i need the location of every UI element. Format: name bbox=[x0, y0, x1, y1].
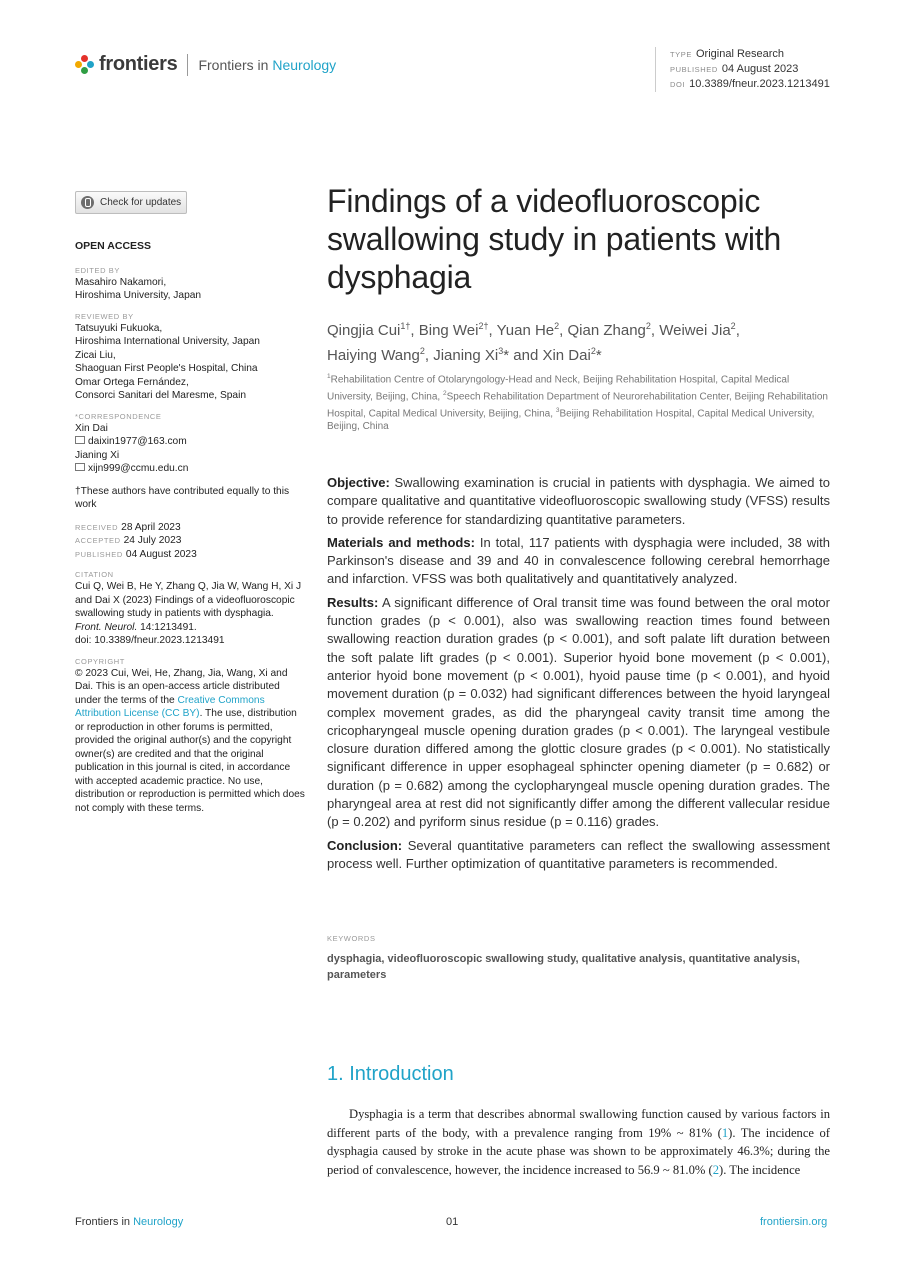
reference-link[interactable]: 1 bbox=[721, 1125, 729, 1140]
affiliations bbox=[327, 370, 830, 434]
author-affiliation-marker: 3 bbox=[498, 346, 504, 356]
abstract bbox=[327, 474, 830, 878]
author-separator: , bbox=[650, 322, 660, 339]
author-affiliation-marker: 2 bbox=[645, 321, 651, 331]
equal-contribution-note: †These authors have contributed equally to this work bbox=[75, 485, 290, 510]
meta-published: PUBLISHED 04 August 2023 bbox=[670, 63, 799, 75]
author-affiliation-marker: 2 bbox=[419, 346, 425, 356]
dates: RECEIVED 28 April 2023 ACCEPTED 24 July 2023 PUBLISHED 04 August 2023 bbox=[75, 521, 197, 560]
affiliation-marker: 2 bbox=[442, 389, 447, 397]
article-meta bbox=[655, 47, 830, 92]
correspondence-label: *CORRESPONDENCE bbox=[75, 411, 162, 421]
keywords: dysphagia, videofluoroscopic swallowing study, qualitative analysis, quantitative analysis, parameters bbox=[327, 953, 800, 981]
article-title: Findings of a videofluoroscopic swallowing study in patients with dysphagia bbox=[327, 183, 782, 295]
affiliation-marker: 3 bbox=[555, 406, 560, 414]
citation-text: Cui Q, Wei B, He Y, Zhang Q, Jia W, Wang H, Xi J and Dai X (2023) Findings of a videofluoroscopic swallowing study in patients with dysphagia. Front. Neurol. 14:1213491. doi: 10.3389/fneur.2023.1213491 bbox=[75, 581, 302, 646]
author-separator: , bbox=[488, 322, 497, 339]
author-name[interactable]: Yuan He bbox=[496, 322, 555, 339]
license-link[interactable]: Creative Commons Attribution License (CC BY) bbox=[75, 694, 265, 719]
author-separator: , bbox=[559, 322, 568, 339]
keywords-label: KEYWORDS bbox=[327, 934, 376, 943]
envelope-icon bbox=[75, 436, 85, 444]
author-separator: , bbox=[424, 347, 434, 364]
author-affiliation-marker: 2 bbox=[730, 321, 736, 331]
section-heading-introduction: 1. Introduction bbox=[327, 1063, 454, 1085]
author-name[interactable]: Xin Dai bbox=[542, 347, 591, 364]
author-affiliation-marker: 2 bbox=[554, 321, 560, 331]
abstract-results: Results: A significant difference of Oral transit time was found between the oral motor function grades (p < 0.001), also was swallowing reaction times found between swallowing reaction duration grades (p < 0.001), and soft palate lift duration between the soft palate lift grades (p < 0.001). Superior hyoid bone movement (p < 0.001), anterior hyoid bone movement (p < 0.001), hyoid pause time (p < 0.001), and hyoid movement duration (p = 0.032) had significant differences between the hyoid laryngeal complex movement grades, as did the pharyngeal cavity transit time among the cricopharyngeal muscle opening duration grades (p < 0.001). The laryngeal vestibule closure duration differed among the glottic closure grades (p < 0.001). No statistically significant difference in upper esophageal sphincter opening diameter (p = 0.682) or duration (p = 0.682) among the cyclopharyngeal muscle opening duration grades. The pharyngeal area at rest did not significantly differ among the different vallecular residue (p = 0.202) and pyriform sinus residue (p = 0.116) grades. bbox=[327, 594, 830, 830]
email-link[interactable]: xijn999@ccmu.edu.cn bbox=[75, 462, 307, 476]
author-affiliation-marker: 1† bbox=[400, 321, 411, 331]
author-name[interactable]: Haiying Wang bbox=[327, 347, 420, 364]
frontiers-logo-icon bbox=[75, 55, 95, 75]
author-name[interactable]: Qingjia Cui bbox=[327, 322, 401, 339]
frontiers-logo[interactable] bbox=[75, 53, 336, 76]
abstract-objective: Objective: Swallowing examination is crucial in patients with dysphagia. We aimed to compare qualitative and quantitative videofluoroscopic swallowing study (VFSS) results to provide reference for standardizing quantitative parameters. bbox=[327, 475, 830, 527]
reviewed-by-label: REVIEWED BY bbox=[75, 311, 134, 321]
check-updates-label: Check for updates bbox=[100, 197, 182, 208]
author-separator: * bbox=[595, 347, 602, 364]
check-for-updates-button[interactable] bbox=[75, 191, 187, 214]
logo-divider bbox=[187, 54, 188, 76]
bookmark-icon bbox=[81, 196, 94, 209]
introduction-paragraph: Dysphagia is a term that describes abnormal swallowing function caused by various factors in different parts of the body, with a prevalence ranging from 19% ~ 81% (1). The incidence of dysphagia caused by stroke in the acute phase was shown to be approximately 46.3%; during the period of convalescence, however, the incidence increased to 56.9 ~ 81.0% (2). The incidence bbox=[327, 1107, 830, 1177]
open-access-label: OPEN ACCESS bbox=[75, 240, 152, 252]
footer-journal: Frontiers in Neurology bbox=[75, 1216, 184, 1228]
journal-name: Frontiers in Neurology bbox=[198, 56, 337, 73]
author-separator: , bbox=[410, 322, 419, 339]
brand-name: frontiers bbox=[99, 53, 178, 75]
author-name[interactable]: Bing Wei bbox=[418, 322, 479, 339]
author-affiliation-marker: 2 bbox=[590, 346, 596, 356]
citation-label: CITATION bbox=[75, 570, 114, 579]
author-affiliation-marker: 2† bbox=[478, 321, 489, 331]
sidebar bbox=[75, 240, 307, 815]
abstract-methods: Materials and methods: In total, 117 patients with dysphagia were included, 38 with Parkinson's disease and 39 and 40 in convalescence following cerebral hemorrhage and infarction. VFSS was both qualitatively and quantitatively analyzed. bbox=[327, 534, 830, 587]
copyright-text: © 2023 Cui, Wei, He, Zhang, Jia, Wang, Xi and Dai. This is an open-access article distributed under the terms of the Creative Commons Attribution License (CC BY). The use, distribution or reproduction in other forums is permitted, provided the original author(s) and the copyright owner(s) are credited and that the original publication in this journal is cited, in accordance with accepted academic practice. No use, distribution or reproduction is permitted which does not comply with these terms. bbox=[75, 667, 305, 814]
author-separator: * and bbox=[503, 347, 543, 364]
affiliation-text: Rehabilitation Centre of Otolaryngology-Head and Neck, Beijing Rehabilitation Hospital, Capital Medical University, Beijing, China, bbox=[327, 374, 790, 403]
affiliation-text: Speech Rehabilitation Department of Neurorehabilitation Center, Beijing Rehabilitation Hospital, Capital Medical University, Beijing, China, bbox=[327, 391, 828, 419]
meta-doi: DOI 10.3389/fneur.2023.1213491 bbox=[670, 78, 830, 90]
site-link[interactable]: frontiersin.org bbox=[760, 1216, 828, 1228]
abstract-conclusion: Conclusion: Several quantitative parameters can reflect the swallowing assessment process well. Further optimization of quantitative parameters is recommended. bbox=[327, 837, 830, 871]
author-separator: , bbox=[735, 322, 740, 339]
author-name[interactable]: Qian Zhang bbox=[567, 322, 646, 339]
envelope-icon bbox=[75, 463, 85, 471]
author-name[interactable]: Weiwei Jia bbox=[659, 322, 731, 339]
meta-type: TYPE Original Research bbox=[670, 48, 785, 60]
reviewer-info: Tatsuyuki Fukuoka, Hiroshima International University, Japan Zicai Liu, Shaoguan First People's Hospital, China Omar Ortega Fernández, Consorci Sanitari del Maresme, Spain bbox=[75, 322, 260, 401]
reference-link[interactable]: 2 bbox=[712, 1162, 720, 1177]
author-name[interactable]: Jianing Xi bbox=[433, 347, 499, 364]
author-list bbox=[327, 316, 830, 366]
copyright-label: COPYRIGHT bbox=[75, 656, 125, 666]
affiliation-marker: 1 bbox=[327, 373, 331, 380]
email-link[interactable]: daixin1977@163.com bbox=[75, 435, 307, 449]
affiliation-text: Beijing Rehabilitation Hospital, Capital Medical University, Beijing, China bbox=[327, 407, 815, 433]
correspondence-info: Xin Dai daixin1977@163.com Jianing Xi xijn999@ccmu.edu.cn bbox=[75, 422, 307, 476]
page-number: 01 bbox=[446, 1216, 459, 1228]
edited-by-label: EDITED BY bbox=[75, 265, 120, 275]
editor-info: Masahiro Nakamori, Hiroshima University, Japan bbox=[75, 276, 202, 301]
